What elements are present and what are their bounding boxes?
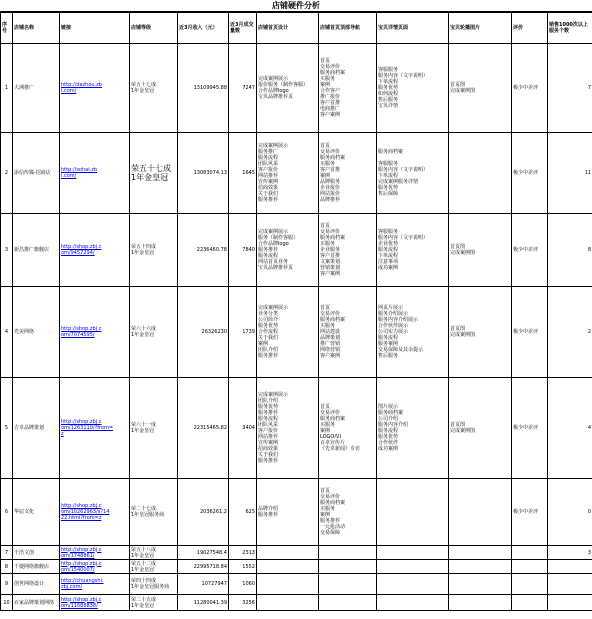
cell-home-design[interactable]: [257, 560, 319, 574]
cell-seq[interactable]: 2: [1, 133, 13, 214]
cell-home-design[interactable]: [257, 595, 319, 611]
cell-carousel[interactable]: 首页图 完成案例图: [449, 44, 512, 133]
cell-big-service[interactable]: [548, 560, 592, 574]
cell-carousel[interactable]: [449, 560, 512, 574]
cell-home-top[interactable]: [319, 574, 377, 595]
cell-home-top[interactable]: 首页 交易评价 服务商档案 买服务 案例 服务推荐 一元抢活动 交易保障: [319, 479, 377, 546]
cell-home-design[interactable]: 完成案例展示 服务推广 服务流程 团队风采 客户报价 网站推荐 宣传案例 招商效果 关于我们 服务推荐: [257, 133, 319, 214]
cell-review[interactable]: [512, 546, 548, 560]
cell-deals[interactable]: 1645: [229, 133, 257, 214]
cell-link[interactable]: http://sohai.zb i.com/: [60, 133, 130, 214]
cell-seq[interactable]: 5: [1, 378, 13, 479]
cell-home-top[interactable]: 首页 交易评价 服务商档案 买服务 客户首推 案例 品牌服务 企业报价 网站报价 品牌推荐: [319, 133, 377, 214]
cell-deals[interactable]: 1060: [229, 574, 257, 595]
cell-link[interactable]: http://shop.zbj.c om/11688838/: [60, 595, 130, 611]
cell-link[interactable]: http://shop.zbj.c om/9457294/: [60, 214, 130, 287]
cell-home-design[interactable]: [257, 546, 319, 560]
cell-review[interactable]: 极少中差评: [512, 214, 548, 287]
cell-home-design[interactable]: 完成案例展示 报价服务（制作客服） 合作品牌logo 宝贝品牌推荐页: [257, 44, 319, 133]
cell-review[interactable]: 极少中差评: [512, 133, 548, 214]
cell-big-service[interactable]: [548, 595, 592, 611]
cell-link[interactable]: http://shop.zbj.c om/1748861/: [60, 546, 130, 560]
cell-income[interactable]: 2236460.78: [178, 214, 229, 287]
cell-detail[interactable]: 服务商档案 客服服务 服务内容（文字说明） 下单流程 完成案例服务详情 服务优势 售后保障: [377, 133, 449, 214]
cell-detail[interactable]: [377, 560, 449, 574]
cell-name[interactable]: 百家品牌策划网络: [13, 595, 60, 611]
cell-big-service[interactable]: [548, 574, 592, 595]
cell-income[interactable]: 10727947: [178, 574, 229, 595]
cell-name[interactable]: 新昌推广旗舰店: [13, 214, 60, 287]
cell-deals[interactable]: 7840: [229, 214, 257, 287]
header-big-service[interactable]: 销售1000次以上服务个数: [548, 13, 592, 44]
cell-home-design[interactable]: 完成案例展示 服务（制作客服） 合作品牌logo 服务推荐 服务流程 网站首页业务 宝贝品牌推荐页: [257, 214, 319, 287]
header-detail[interactable]: 宝贝详情页面: [377, 13, 449, 44]
cell-name[interactable]: 大洲推广: [13, 44, 60, 133]
cell-link[interactable]: http://dazhou.zb i.com/: [60, 44, 130, 133]
cell-home-top[interactable]: 首页 交易评价 服务商档案 买服务 案例 LOGO/VI 百卓宣传片 《先卓新闻》专访: [319, 378, 377, 479]
cell-seq[interactable]: 10: [1, 595, 13, 611]
header-name[interactable]: 店铺名称: [13, 13, 60, 44]
cell-level[interactable]: 荣六十六成 1年金皇冠: [130, 287, 178, 378]
cell-detail[interactable]: 网页片展示 服务介绍展示 服务内容介绍展示 合作伙伴展示 公司实力展示 服务流程 服务案例 交易保障及其余提示 售后服务: [377, 287, 449, 378]
cell-seq[interactable]: 9: [1, 574, 13, 595]
cell-review[interactable]: [512, 595, 548, 611]
sheet-title: 店铺硬件分析: [0, 0, 592, 12]
cell-level[interactable]: 荣五十二成 1年金皇冠: [130, 560, 178, 574]
table-row: [1, 560, 592, 574]
cell-home-top[interactable]: 首页 交易评价 服务商档案 买服务 企业服务 客户首推 文案策划 营销策划 客户案例: [319, 214, 377, 287]
header-row: [1, 13, 592, 44]
table-row: [1, 378, 592, 479]
cell-review[interactable]: [512, 574, 548, 595]
cell-carousel[interactable]: [449, 479, 512, 546]
cell-income[interactable]: 22315465.82: [178, 378, 229, 479]
cell-detail[interactable]: 客服服务 服务内容（文字说明） 企业优势 服务流程 下单流程 注意事项 成功案例: [377, 214, 449, 287]
cell-seq[interactable]: 4: [1, 287, 13, 378]
cell-level[interactable]: 荣五十四成 1年金皇冠: [130, 214, 178, 287]
cell-home-top[interactable]: 首页 交易评价 服务商档案 买服务 网站建设 品牌策划 推广营销 网络营销 客户案例: [319, 287, 377, 378]
cell-seq[interactable]: 3: [1, 214, 13, 287]
header-seq[interactable]: 序号: [1, 13, 13, 44]
cell-link[interactable]: http://shop.zbj.c om/7074595/: [60, 287, 130, 378]
cell-review[interactable]: 极少中差评: [512, 287, 548, 378]
cell-income[interactable]: 13109945.88: [178, 44, 229, 133]
cell-name[interactable]: 光美网络: [13, 287, 60, 378]
cell-carousel[interactable]: [449, 595, 512, 611]
cell-deals[interactable]: 7247: [229, 44, 257, 133]
cell-name[interactable]: 华辰文化: [13, 479, 60, 546]
header-carousel[interactable]: 宝贝轮播图片: [449, 13, 512, 44]
cell-name[interactable]: 千捷网络旗舰店: [13, 560, 60, 574]
cell-level[interactable]: 荣五十七成 1年金皇冠: [130, 44, 178, 133]
cell-income[interactable]: 11280041.39: [178, 595, 229, 611]
cell-level[interactable]: 荣二十五成 1年金皇冠: [130, 595, 178, 611]
cell-carousel[interactable]: 首页图 完成案例图: [449, 287, 512, 378]
cell-big-service[interactable]: 7: [548, 44, 592, 133]
header-home-top[interactable]: 店铺首页顶部导航: [319, 13, 377, 44]
cell-deals[interactable]: 3404: [229, 378, 257, 479]
header-level[interactable]: 店铺等级: [130, 13, 178, 44]
cell-carousel[interactable]: [449, 546, 512, 560]
table-row: [1, 574, 592, 595]
cell-big-service[interactable]: 0: [548, 479, 592, 546]
cell-review[interactable]: 极少中差评: [512, 479, 548, 546]
cell-big-service[interactable]: 4: [548, 378, 592, 479]
cell-level[interactable]: 荣五十七成 1年金皇冠: [130, 133, 178, 214]
cell-income[interactable]: 13083074.13: [178, 133, 229, 214]
cell-carousel[interactable]: 首页图 完成案例图: [449, 378, 512, 479]
cell-home-design[interactable]: [257, 574, 319, 595]
cell-big-service[interactable]: 11: [548, 133, 592, 214]
cell-deals[interactable]: 3256: [229, 595, 257, 611]
cell-home-top[interactable]: [319, 546, 377, 560]
cell-level[interactable]: 荣六十一成 1年金皇冠: [130, 378, 178, 479]
table-row: [1, 595, 592, 611]
cell-home-design[interactable]: 完成案例展示 业务分类 公司简介 服务优势 合作流程 关于我们 案例 团队介绍 服务推荐: [257, 287, 319, 378]
cell-seq[interactable]: 6: [1, 479, 13, 546]
cell-big-service[interactable]: 2: [548, 287, 592, 378]
cell-detail[interactable]: [377, 574, 449, 595]
header-income[interactable]: 近3月收入（元）: [178, 13, 229, 44]
header-home-design[interactable]: 店铺首页设计: [257, 13, 319, 44]
cell-carousel[interactable]: [449, 574, 512, 595]
table-row: [1, 214, 592, 287]
cell-review[interactable]: 极少中差评: [512, 378, 548, 479]
cell-home-top[interactable]: 首页 交易评价 服务商档案 买服务 案例 合作客户 推广报价 客户首推 电商推广 客户案例: [319, 44, 377, 133]
header-link[interactable]: 链接: [60, 13, 130, 44]
cell-home-design[interactable]: 品牌介绍 服务推荐: [257, 479, 319, 546]
header-deals[interactable]: 近3月成交量数: [229, 13, 257, 44]
cell-seq[interactable]: 1: [1, 44, 13, 133]
cell-detail[interactable]: [377, 595, 449, 611]
cell-deals[interactable]: 1739: [229, 287, 257, 378]
table-row: [1, 44, 592, 133]
cell-detail[interactable]: 图片展示 服务商档案 公司介绍 服务内容介绍 服务流程 服务优势 合作伙伴 成功案例: [377, 378, 449, 479]
table-row: [1, 133, 592, 214]
cell-level[interactable]: 荣五十八成 1年金皇冠: [130, 546, 178, 560]
cell-home-top[interactable]: [319, 560, 377, 574]
cell-detail[interactable]: [377, 479, 449, 546]
cell-level[interactable]: 荣二十七成 1年皇冠服务商: [130, 479, 178, 546]
cell-carousel[interactable]: 首页图 完成案例图: [449, 214, 512, 287]
cell-big-service[interactable]: 8: [548, 214, 592, 287]
cell-detail[interactable]: 客服服务 服务内容（文字说明） 下单流程 服务优势 如何流程 售后服务 宝贝详情: [377, 44, 449, 133]
cell-deals[interactable]: 625: [229, 479, 257, 546]
cell-link[interactable]: http://shop.zbj.c om/1540007/: [60, 560, 130, 574]
cell-name[interactable]: 创世网络设计: [13, 574, 60, 595]
cell-link[interactable]: http://shop.zbj.c om/10262963/s?14 22.html?from=z: [60, 479, 130, 546]
table-row: [1, 546, 592, 560]
cell-income[interactable]: 22995718.84: [178, 560, 229, 574]
cell-carousel[interactable]: [449, 133, 512, 214]
cell-link[interactable]: http://chuangshi. zbj.com/: [60, 574, 130, 595]
cell-review[interactable]: 极少中差评: [512, 44, 548, 133]
cell-level[interactable]: 荣四十四成 1年金皇冠服务商: [130, 574, 178, 595]
cell-income[interactable]: 2036261.2: [178, 479, 229, 546]
cell-home-design[interactable]: 完成案例展示 团队介绍 服务优势 服务推荐 服务流程 团队风采 客户报价 网站推荐 宣传案例 招商效果 关于我们 服务推荐: [257, 378, 319, 479]
cell-income[interactable]: 26326230: [178, 287, 229, 378]
cell-name[interactable]: 吉卓品牌策划: [13, 378, 60, 479]
cell-review[interactable]: [512, 560, 548, 574]
cell-home-top[interactable]: [319, 595, 377, 611]
cell-seq[interactable]: 7: [1, 546, 13, 560]
cell-link[interactable]: http://shop.zbj.c om/1263110/?from= z: [60, 378, 130, 479]
cell-big-service[interactable]: 3: [548, 546, 592, 560]
cell-income[interactable]: 19027548.4: [178, 546, 229, 560]
cell-deals[interactable]: 1552: [229, 560, 257, 574]
header-review[interactable]: 评价: [512, 13, 548, 44]
cell-name[interactable]: 添信传媒-招商店: [13, 133, 60, 214]
cell-seq[interactable]: 8: [1, 560, 13, 574]
cell-name[interactable]: 千浩文创: [13, 546, 60, 560]
shop-analysis-table: [0, 12, 592, 611]
table-row: [1, 287, 592, 378]
cell-detail[interactable]: [377, 546, 449, 560]
table-row: [1, 479, 592, 546]
cell-deals[interactable]: 2313: [229, 546, 257, 560]
